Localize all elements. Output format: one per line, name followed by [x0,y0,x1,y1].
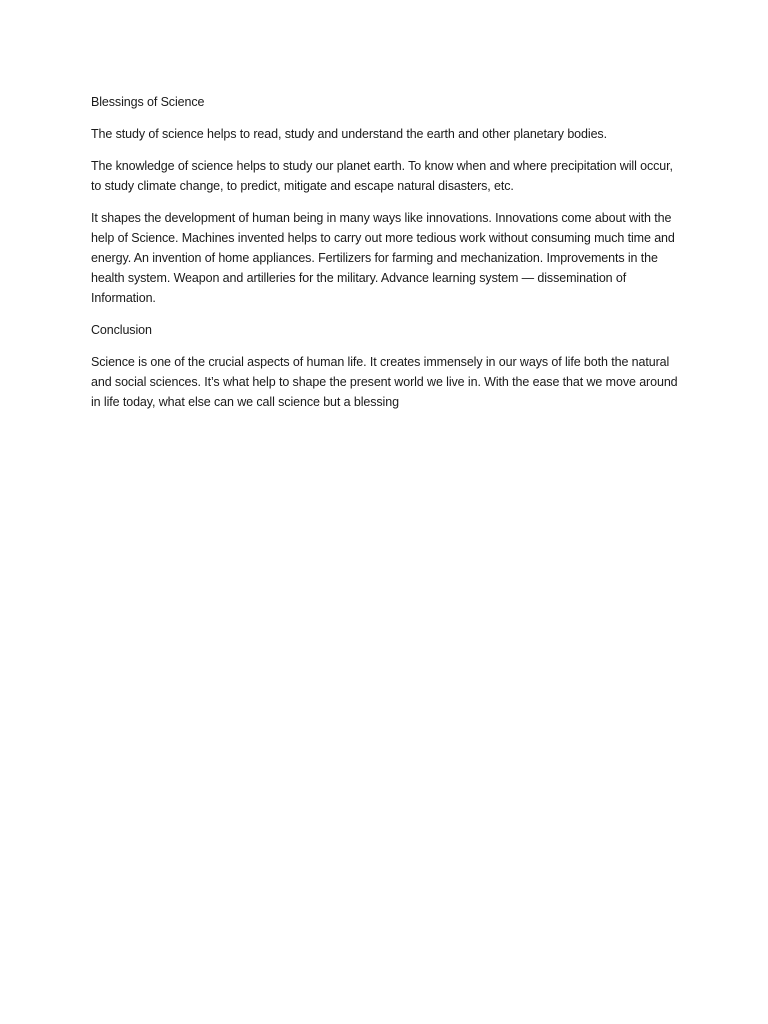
paragraph-2: The knowledge of science helps to study our planet earth. To know when and where precipitation will occur, to study climate change, to predict, mitigate and escape natural disasters, etc. [91,159,673,193]
paragraph-1: The study of science helps to read, study and understand the earth and other planetary bodies. [91,127,607,141]
document-body [91,92,681,424]
paragraph-3: It shapes the development of human being in many ways like innovations. Innovations come about with the help of Science. Machines invented helps to carry out more tedious work without consuming much time and energy. An invention of home appliances. Fertilizers for farming and mechanization. Improvements in the health system. Weapon and artilleries for the military. Advance learning system — dissemination of Information. [91,211,675,305]
document-title: Blessings of Science [91,95,205,109]
conclusion-heading: Conclusion [91,323,152,337]
conclusion-paragraph: Science is one of the crucial aspects of human life. It creates immensely in our ways of life both the natural and social sciences. It’s what help to shape the present world we live in. With the ease that we move around in life today, what else can we call science but a blessing [91,355,678,409]
